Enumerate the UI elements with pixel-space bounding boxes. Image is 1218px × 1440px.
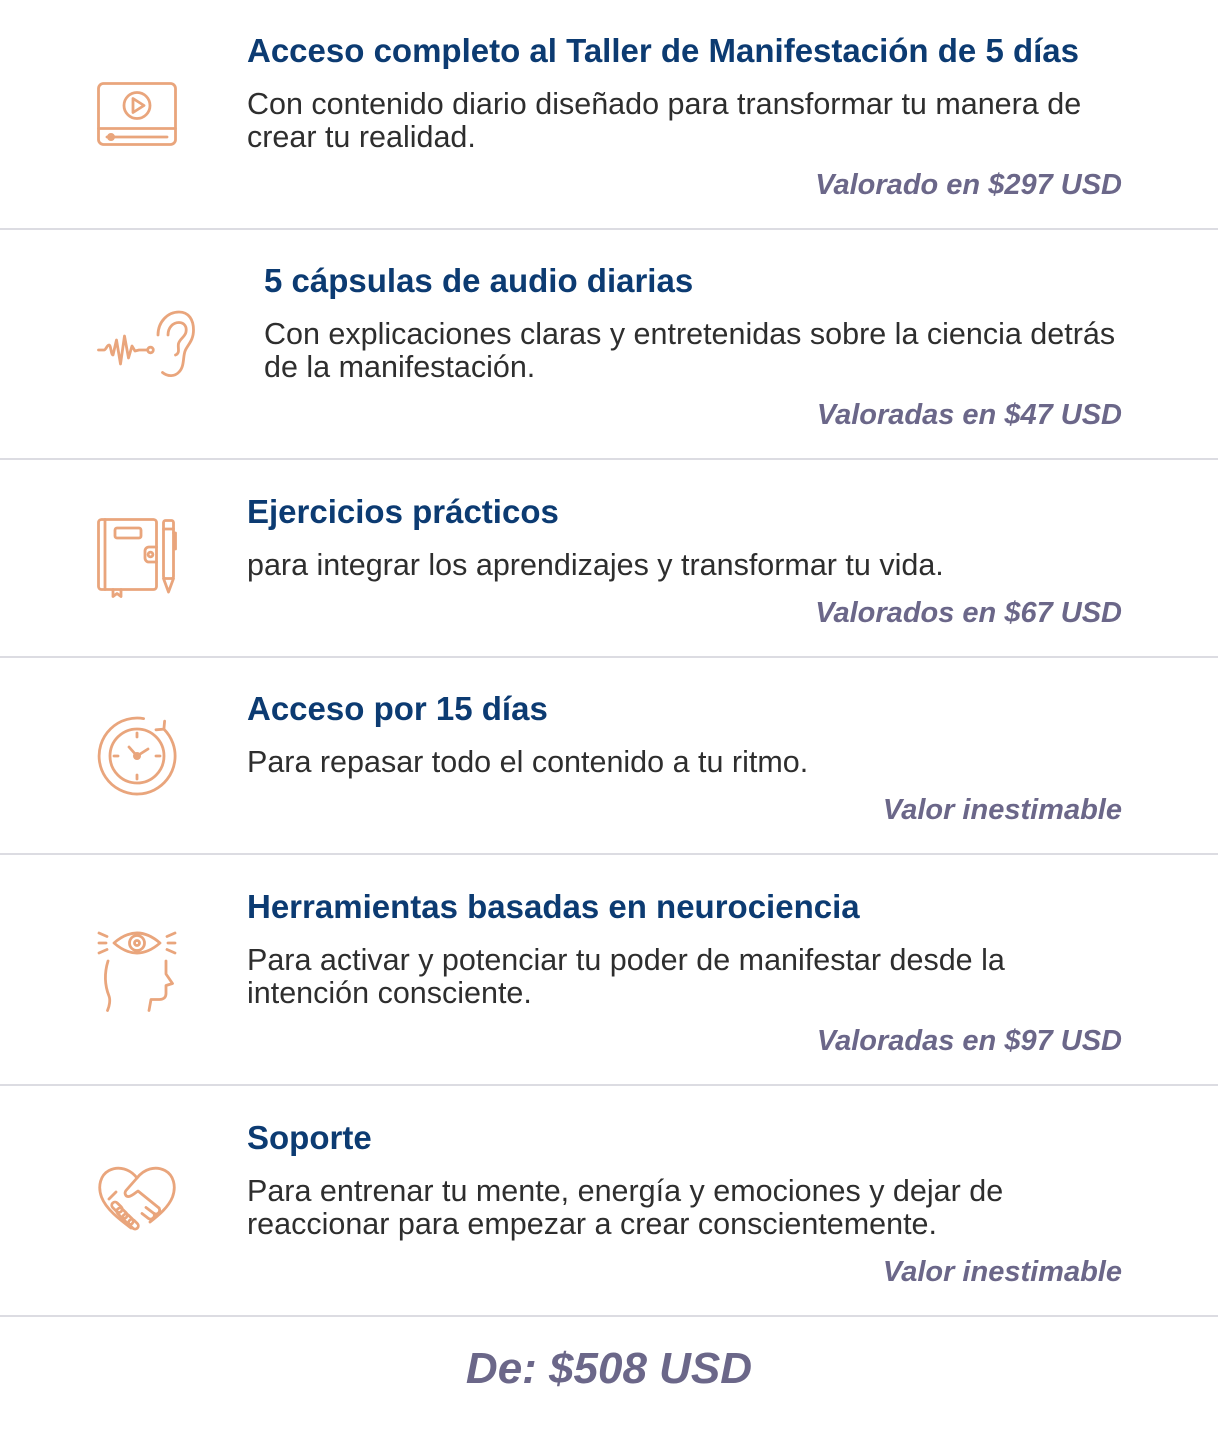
- ear-sound-wave-icon: [97, 310, 195, 378]
- item-value: Valor inestimable: [882, 794, 1122, 827]
- item-title: Ejercicios prácticos: [247, 492, 559, 530]
- item-value: Valorado en $297 USD: [815, 168, 1122, 201]
- description-line: reaccionar para empezar a crear conscientemente.: [247, 1206, 937, 1241]
- item-description: [247, 1175, 1122, 1241]
- offer-item-support: [0, 1084, 1218, 1315]
- clock-refresh-icon: [97, 716, 177, 796]
- offer-item-neuroscience-tools: [0, 853, 1218, 1084]
- description-line: de la manifestación.: [264, 350, 536, 385]
- item-description: [247, 746, 1122, 779]
- offer-item-exercises: [0, 458, 1218, 656]
- description-line: intención consciente.: [247, 975, 532, 1010]
- heart-handshake-icon: [97, 1166, 177, 1234]
- item-title: 5 cápsulas de audio diarias: [264, 262, 694, 300]
- item-title: Acceso completo al Taller de Manifestación de 5 días: [247, 31, 1079, 69]
- offer-item-access-period: [0, 656, 1218, 854]
- item-description: [247, 944, 1122, 1010]
- item-description: [264, 318, 1122, 384]
- item-description: [247, 88, 1122, 154]
- item-title: Acceso por 15 días: [247, 690, 548, 728]
- description-line: Con explicaciones claras y entretenidas sobre la ciencia detrás: [264, 317, 1116, 352]
- description-line: crear tu realidad.: [247, 119, 476, 154]
- notebook-pen-icon: [97, 518, 177, 598]
- description-line: Para entrenar tu mente, energía y emociones y dejar de: [247, 1173, 1004, 1208]
- item-value: Valoradas en $97 USD: [816, 1024, 1122, 1057]
- offer-item-audio-capsules: [0, 228, 1218, 459]
- description-line: Para repasar todo el contenido a tu ritmo.: [247, 745, 809, 780]
- total-price: De: $508 USD: [465, 1343, 753, 1393]
- description-line: Con contenido diario diseñado para transformar tu manera de: [247, 86, 1082, 121]
- video-player-icon: [97, 82, 177, 146]
- item-value: Valorados en $67 USD: [815, 596, 1122, 629]
- item-title: Soporte: [247, 1118, 372, 1156]
- item-value: Valoradas en $47 USD: [816, 399, 1122, 432]
- description-line: Para activar y potenciar tu poder de manifestar desde la: [247, 942, 1005, 977]
- item-value: Valor inestimable: [882, 1255, 1122, 1288]
- item-description: [247, 549, 1122, 582]
- offer-item-workshop-access: [0, 0, 1218, 228]
- total-section: [0, 1315, 1218, 1395]
- description-line: para integrar los aprendizajes y transformar tu vida.: [247, 547, 944, 582]
- item-title: Herramientas basadas en neurociencia: [247, 887, 860, 925]
- head-eye-icon: [97, 928, 177, 1012]
